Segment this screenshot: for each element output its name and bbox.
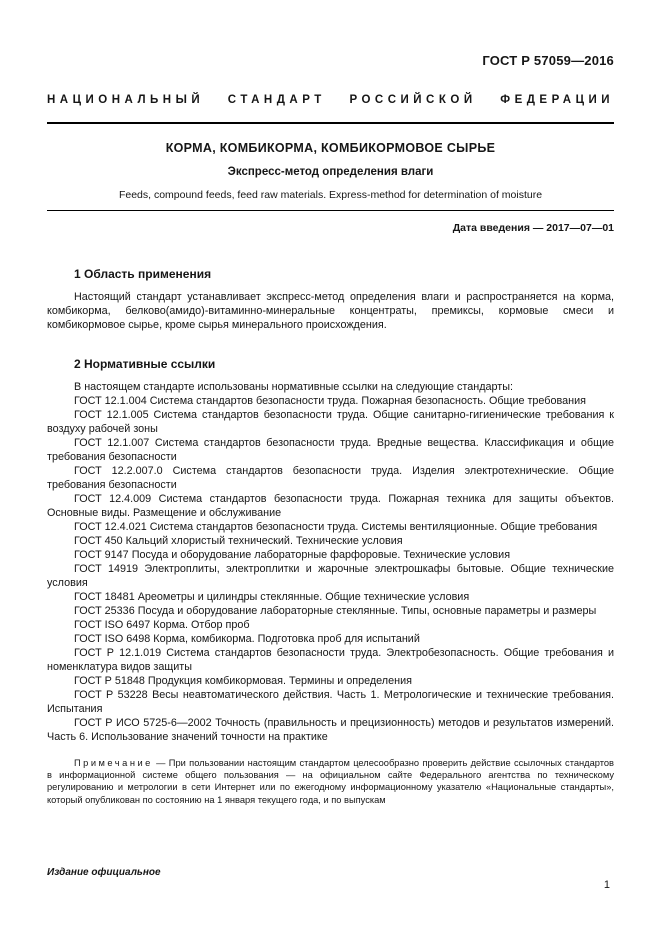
reference-item: ГОСТ Р 51848 Продукция комбикормовая. Термины и определения [74,675,412,687]
reference-item: ГОСТ 12.1.007 Система стандартов безопасности труда. Вредные вещества. Классификация и общие требования безопасности [47,437,614,463]
note-block [47,757,614,806]
national-standard-heading: НАЦИОНАЛЬНЫЙ СТАНДАРТ РОССИЙСКОЙ ФЕДЕРАЦИИ [47,94,614,106]
reference-item: ГОСТ 12.4.009 Система стандартов безопасности труда. Пожарная техника для защиты объектов. Основные виды. Размещение и обслуживание [47,493,614,519]
page-number: 1 [603,879,610,891]
reference-item: ГОСТ Р 12.1.019 Система стандартов безопасности труда. Электробезопасность. Общие требования и номенклатура видов защиты [47,647,614,673]
reference-item: ГОСТ 14919 Электроплиты, электроплитки и жарочные электрошкафы бытовые. Общие технические условия [47,563,614,589]
reference-item: ГОСТ 25336 Посуда и оборудование лабораторные стеклянные. Типы, основные параметры и размеры [74,605,597,617]
document-title-english: Feeds, compound feeds, feed raw materials. Express-method for determination of moisture [118,189,543,201]
section-1-heading: 1 Область применения [74,267,212,281]
reference-item: ГОСТ 9147 Посуда и оборудование лабораторные фарфоровые. Технические условия [74,549,511,561]
note-label: Примечание [74,758,153,768]
section-2-heading: 2 Нормативные ссылки [74,357,216,371]
reference-item: ГОСТ 12.2.007.0 Система стандартов безопасности труда. Изделия электротехнические. Общие требования безопасности [47,465,614,491]
reference-item: ГОСТ Р ИСО 5725-6—2002 Точность (правильность и прецизионность) методов и результатов измерений. Часть 6. Использование значений точности на практике [47,717,614,743]
document-title: КОРМА, КОМБИКОРМА, КОМБИКОРМОВОЕ СЫРЬЕ [165,141,496,155]
reference-item: ГОСТ 12.1.005 Система стандартов безопасности труда. Общие санитарно-гигиенические требования к воздуху рабочей зоны [47,409,614,435]
section-2-intro: В настоящем стандарте использованы нормативные ссылки на следующие стандарты: [74,381,513,393]
document-subtitle: Экспресс-метод определения влаги [227,166,434,178]
edition-official-label: Издание официальное [47,867,161,878]
reference-item: ГОСТ 12.4.021 Система стандартов безопасности труда. Системы вентиляционные. Общие требования [74,521,598,533]
reference-item: ГОСТ ISO 6497 Корма. Отбор проб [74,619,250,631]
reference-item: ГОСТ 12.1.004 Система стандартов безопасности труда. Пожарная безопасность. Общие требования [74,395,586,407]
doc-number: ГОСТ Р 57059—2016 [482,53,614,68]
horizontal-rule-top [47,122,614,124]
reference-item: ГОСТ Р 53228 Весы неавтоматического действия. Часть 1. Метрологические и технические требования. Испытания [47,689,614,715]
reference-item: ГОСТ ISO 6498 Корма, комбикорма. Подготовка проб для испытаний [74,633,420,645]
effective-date: Дата введения — 2017—07—01 [452,222,614,234]
note-text: — При пользовании настоящим стандартом целесообразно проверить действие ссылочных стандартов в информационной системе общего пользования — на официальном сайте Федерального агентства по техническому регулированию и метрологии в сети Интернет или по ежегодному информационному указателю «Национальные стандарты», который опубликован по состоянию на 1 января текущего года, и по выпускам [47,758,614,805]
horizontal-rule-bottom [47,210,614,211]
reference-item: ГОСТ 18481 Ареометры и цилиндры стеклянные. Общие технические условия [74,591,470,603]
section-1-paragraph: Настоящий стандарт устанавливает экспресс-метод определения влаги и распространяется на корма, комбикорма, белково(амидо)-витаминно-минеральные концентраты, премиксы, кормовые смеси и комбикормовое сырье, кроме сырья минерального происхождения. [47,291,614,331]
reference-item: ГОСТ 450 Кальций хлористый технический. Технические условия [74,535,403,547]
